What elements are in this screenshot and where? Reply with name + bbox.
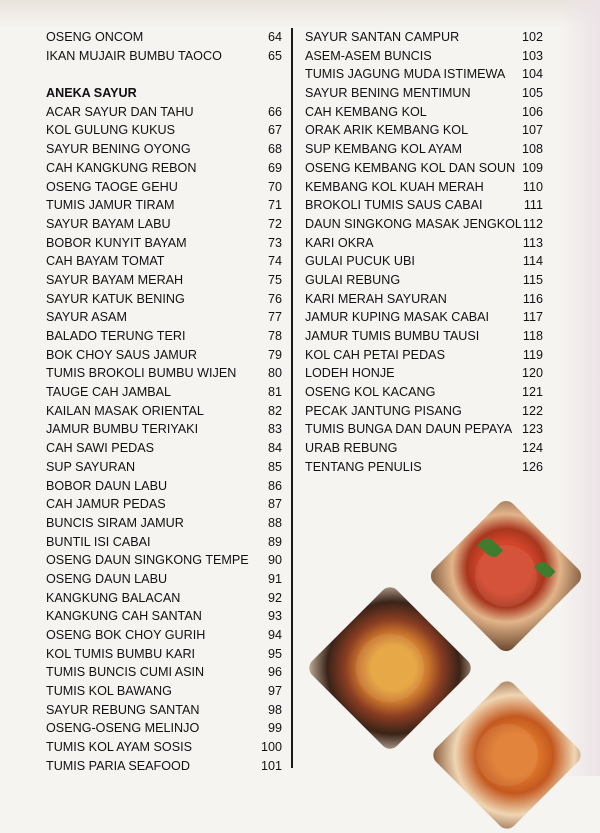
- toc-entry-title: OSENG TAOGE GEHU: [46, 179, 178, 194]
- toc-entry-page-number: 115: [522, 272, 543, 287]
- toc-entry-title: SAYUR BAYAM MERAH: [46, 272, 184, 287]
- toc-spacer: [46, 65, 282, 84]
- toc-entry-page-number: 105: [521, 86, 543, 101]
- toc-entry-page-number: 114: [522, 254, 543, 269]
- toc-entry-title: JAMUR BUMBU TERIYAKI: [46, 422, 199, 437]
- toc-entry-page-number: 77: [267, 310, 282, 325]
- toc-entry-page-number: 101: [260, 758, 282, 773]
- toc-entry: [46, 103, 282, 122]
- toc-entry: [46, 252, 282, 271]
- toc-entry: [46, 28, 282, 47]
- toc-entry-page-number: 122: [521, 403, 543, 418]
- toc-entry-page-number: 124: [521, 441, 543, 456]
- toc-entry: [46, 196, 282, 215]
- toc-entry-page-number: 103: [521, 48, 543, 63]
- toc-entry-page-number: 110: [522, 179, 543, 194]
- toc-entry-title: KOL GULUNG KUKUS: [46, 123, 175, 138]
- toc-entry: [305, 439, 543, 458]
- toc-entry-title: TUMIS BROKOLI BUMBU WIJEN: [46, 366, 237, 381]
- toc-entry-title: OSENG KOL KACANG: [305, 385, 436, 400]
- toc-entry-title: SAYUR REBUNG SANTAN: [46, 702, 200, 717]
- page-top-shadow: [0, 0, 600, 28]
- toc-entry-title: CAH KANGKUNG REBON: [46, 160, 197, 175]
- toc-entry-page-number: 66: [267, 104, 282, 119]
- toc-entry-title: KOL TUMIS BUMBU KARI: [46, 646, 196, 661]
- toc-entry-title: SAYUR SANTAN CAMPUR: [305, 30, 460, 44]
- toc-entry-title: BOBOR KUNYIT BAYAM: [46, 235, 187, 250]
- toc-entry-title: CAH BAYAM TOMAT: [46, 254, 165, 269]
- toc-entry-title: BOBOR DAUN LABU: [46, 478, 168, 493]
- toc-entry: [46, 121, 282, 140]
- toc-entry: [46, 533, 282, 552]
- toc-left-column: [46, 28, 282, 776]
- toc-entry-page-number: 96: [267, 665, 282, 680]
- toc-entry-page-number: 126: [521, 459, 543, 474]
- toc-entry: [46, 383, 282, 402]
- toc-entry-page-number: 81: [267, 385, 282, 400]
- toc-entry-page-number: 70: [267, 179, 282, 194]
- toc-entry-title: KARI OKRA: [305, 235, 374, 250]
- toc-entry-page-number: 100: [260, 740, 282, 755]
- toc-entry-title: TAUGE CAH JAMBAL: [46, 385, 172, 400]
- toc-entry-title: OSENG DAUN SINGKONG TEMPE: [46, 553, 249, 568]
- toc-entry: [46, 234, 282, 253]
- toc-entry: [305, 290, 543, 309]
- toc-entry-page-number: 111: [523, 198, 543, 213]
- toc-entry: [46, 477, 282, 496]
- toc-entry-title: BUNTIL ISI CABAI: [46, 534, 151, 549]
- toc-entry-title: BUNCIS SIRAM JAMUR: [46, 515, 184, 530]
- toc-entry-page-number: 75: [267, 272, 282, 287]
- toc-section-heading: ANEKA SAYUR: [46, 86, 137, 101]
- toc-entry-page-number: 80: [267, 366, 282, 381]
- toc-entry-page-number: 113: [522, 235, 543, 250]
- toc-entry: [46, 607, 282, 626]
- toc-entry-title: SUP SAYURAN: [46, 459, 136, 474]
- toc-entry-title: KANGKUNG BALACAN: [46, 590, 181, 605]
- toc-entry-title: TUMIS JAMUR TIRAM: [46, 198, 175, 213]
- toc-entry: [46, 570, 282, 589]
- toc-entry-page-number: 68: [267, 142, 282, 157]
- toc-entry-page-number: 65: [267, 48, 282, 63]
- toc-entry-title: SAYUR KATUK BENING: [46, 291, 185, 306]
- toc-entry-title: CAH SAWI PEDAS: [46, 441, 154, 456]
- toc-entry-page-number: 92: [267, 590, 282, 605]
- toc-entry: [46, 364, 282, 383]
- toc-entry-title: TENTANG PENULIS: [305, 459, 422, 474]
- toc-entry-title: GULAI PUCUK UBI: [305, 254, 415, 269]
- page-right-edge: [560, 0, 600, 776]
- toc-entry-page-number: 67: [267, 123, 282, 138]
- toc-entry-page-number: 94: [267, 628, 282, 642]
- toc-entry-title: KAILAN MASAK ORIENTAL: [46, 403, 204, 418]
- toc-entry-title: CAH JAMUR PEDAS: [46, 497, 166, 512]
- toc-entry-page-number: 107: [521, 123, 543, 138]
- toc-entry-page-number: 79: [267, 347, 282, 362]
- toc-entry-page-number: 119: [522, 347, 543, 362]
- toc-entry: [305, 65, 543, 84]
- toc-entry-title: SUP KEMBANG KOL AYAM: [305, 142, 463, 157]
- toc-entry: [46, 682, 282, 701]
- toc-entry-page-number: 95: [267, 646, 282, 661]
- toc-entry: [305, 346, 543, 365]
- toc-entry: [46, 738, 282, 757]
- toc-entry: [305, 364, 543, 383]
- toc-entry: [305, 420, 543, 439]
- toc-entry-page-number: 69: [267, 160, 282, 175]
- toc-entry-title: SAYUR ASAM: [46, 310, 127, 325]
- toc-entry-title: PECAK JANTUNG PISANG: [305, 403, 462, 418]
- toc-entry-title: IKAN MUJAIR BUMBU TAOCO: [46, 48, 222, 63]
- toc-entry-page-number: 116: [522, 291, 543, 306]
- toc-entry-title: OSENG BOK CHOY GURIH: [46, 628, 206, 642]
- toc-entry: [46, 701, 282, 720]
- toc-entry-title: TUMIS KOL AYAM SOSIS: [46, 740, 193, 755]
- toc-entry-page-number: 108: [521, 142, 543, 157]
- toc-entry-page-number: 90: [267, 553, 282, 568]
- toc-entry-page-number: 120: [521, 366, 543, 381]
- toc-entry: [46, 402, 282, 421]
- toc-entry-title: ORAK ARIK KEMBANG KOL: [305, 123, 469, 138]
- toc-entry: [46, 439, 282, 458]
- toc-entry: [46, 663, 282, 682]
- toc-entry-page-number: 104: [521, 67, 543, 82]
- toc-entry-page-number: 82: [267, 403, 282, 418]
- toc-entry-page-number: 83: [267, 422, 282, 437]
- toc-entry-page-number: 64: [267, 30, 282, 44]
- toc-right-column: [305, 28, 543, 477]
- toc-entry-title: KARI MERAH SAYURAN: [305, 291, 447, 306]
- toc-entry-title: ASEM-ASEM BUNCIS: [305, 48, 432, 63]
- toc-entry: [46, 290, 282, 309]
- toc-entry: [305, 178, 543, 197]
- toc-entry-page-number: 98: [267, 702, 282, 717]
- toc-entry: [46, 420, 282, 439]
- toc-entry-page-number: 112: [522, 216, 543, 231]
- toc-entry: [46, 140, 282, 159]
- toc-entry-page-number: 71: [267, 198, 282, 213]
- toc-entry-title: TUMIS BUNGA DAN DAUN PEPAYA: [305, 422, 513, 437]
- toc-entry-title: BOK CHOY SAUS JAMUR: [46, 347, 197, 362]
- toc-entry-page-number: 118: [522, 329, 543, 343]
- toc-entry: [305, 402, 543, 421]
- toc-entry: [305, 103, 543, 122]
- toc-entry-page-number: 86: [267, 478, 282, 493]
- toc-entry: [46, 308, 282, 327]
- toc-entry-page-number: 74: [267, 254, 282, 269]
- toc-entry: [46, 589, 282, 608]
- toc-entry-title: OSENG KEMBANG KOL DAN SOUN: [305, 160, 516, 175]
- toc-entry-title: DAUN SINGKONG MASAK JENGKOL: [305, 216, 522, 231]
- toc-entry: [305, 121, 543, 140]
- toc-entry: [305, 28, 543, 47]
- toc-entry-title: SAYUR BENING OYONG: [46, 142, 191, 157]
- toc-entry: [305, 140, 543, 159]
- column-divider: [291, 28, 293, 768]
- toc-entry: [46, 327, 282, 346]
- toc-entry: [46, 178, 282, 197]
- toc-entry-title: KEMBANG KOL KUAH MERAH: [305, 179, 484, 194]
- toc-entry: [46, 271, 282, 290]
- toc-entry-page-number: 91: [267, 571, 282, 586]
- toc-entry-title: TUMIS KOL BAWANG: [46, 684, 172, 699]
- toc-entry: [46, 757, 282, 776]
- toc-entry: [46, 159, 282, 178]
- toc-entry-title: SAYUR BENING MENTIMUN: [305, 86, 471, 101]
- toc-entry: [305, 271, 543, 290]
- toc-entry-title: LODEH HONJE: [305, 366, 395, 381]
- toc-entry-title: OSENG ONCOM: [46, 30, 144, 44]
- toc-entry: [46, 47, 282, 66]
- toc-entry-page-number: 89: [267, 534, 282, 549]
- toc-entry-title: KANGKUNG CAH SANTAN: [46, 609, 202, 624]
- toc-entry-title: JAMUR TUMIS BUMBU TAUSI: [305, 329, 480, 343]
- toc-entry: [46, 514, 282, 533]
- toc-entry: [305, 84, 543, 103]
- toc-entry: [305, 196, 543, 215]
- toc-entry: [305, 252, 543, 271]
- toc-entry-title: CAH KEMBANG KOL: [305, 104, 427, 119]
- toc-entry: [46, 551, 282, 570]
- toc-entry-title: TUMIS JAGUNG MUDA ISTIMEWA: [305, 67, 506, 82]
- toc-entry-page-number: 72: [267, 216, 282, 231]
- toc-entry-title: SAYUR BAYAM LABU: [46, 216, 171, 231]
- toc-entry-page-number: 76: [267, 291, 282, 306]
- toc-entry-page-number: 109: [521, 160, 543, 175]
- toc-entry: [305, 308, 543, 327]
- toc-entry: [305, 234, 543, 253]
- toc-entry: [46, 626, 282, 645]
- toc-entry-page-number: 117: [522, 310, 543, 325]
- toc-entry: [46, 645, 282, 664]
- toc-entry-page-number: 85: [267, 459, 282, 474]
- toc-entry-page-number: 78: [267, 329, 282, 343]
- toc-entry-page-number: 93: [267, 609, 282, 624]
- toc-entry-page-number: 84: [267, 441, 282, 456]
- toc-entry: [305, 327, 543, 346]
- toc-entry-page-number: 88: [267, 515, 282, 530]
- toc-entry-title: KOL CAH PETAI PEDAS: [305, 347, 445, 362]
- toc-entry: [305, 458, 543, 477]
- toc-entry: [305, 383, 543, 402]
- toc-entry-title: GULAI REBUNG: [305, 272, 401, 287]
- toc-entry-title: ACAR SAYUR DAN TAHU: [46, 104, 194, 119]
- toc-entry: [46, 458, 282, 477]
- toc-entry-title: URAB REBUNG: [305, 441, 398, 456]
- toc-entry-title: BALADO TERUNG TERI: [46, 329, 186, 343]
- toc-entry-title: BROKOLI TUMIS SAUS CABAI: [305, 198, 483, 213]
- toc-entry-page-number: 99: [267, 721, 282, 736]
- toc-entry-page-number: 106: [521, 104, 543, 119]
- toc-entry: [305, 215, 543, 234]
- toc-entry-page-number: 73: [267, 235, 282, 250]
- toc-entry-page-number: 97: [267, 684, 282, 699]
- toc-entry-title: JAMUR KUPING MASAK CABAI: [305, 310, 490, 325]
- food-photo-potato-curry: [305, 583, 475, 753]
- toc-entry-title: TUMIS BUNCIS CUMI ASIN: [46, 665, 205, 680]
- toc-entry: [305, 47, 543, 66]
- toc-entry-page-number: 123: [521, 422, 543, 437]
- toc-entry-title: OSENG DAUN LABU: [46, 571, 168, 586]
- toc-entry: [46, 719, 282, 738]
- toc-entry: [46, 495, 282, 514]
- toc-entry: [305, 159, 543, 178]
- toc-entry-title: OSENG-OSENG MELINJO: [46, 721, 200, 736]
- toc-entry: [46, 215, 282, 234]
- toc-entry-page-number: 121: [521, 385, 543, 400]
- toc-entry-page-number: 87: [267, 497, 282, 512]
- toc-entry-page-number: 102: [521, 30, 543, 44]
- toc-entry: [46, 346, 282, 365]
- toc-entry-title: TUMIS PARIA SEAFOOD: [46, 758, 190, 773]
